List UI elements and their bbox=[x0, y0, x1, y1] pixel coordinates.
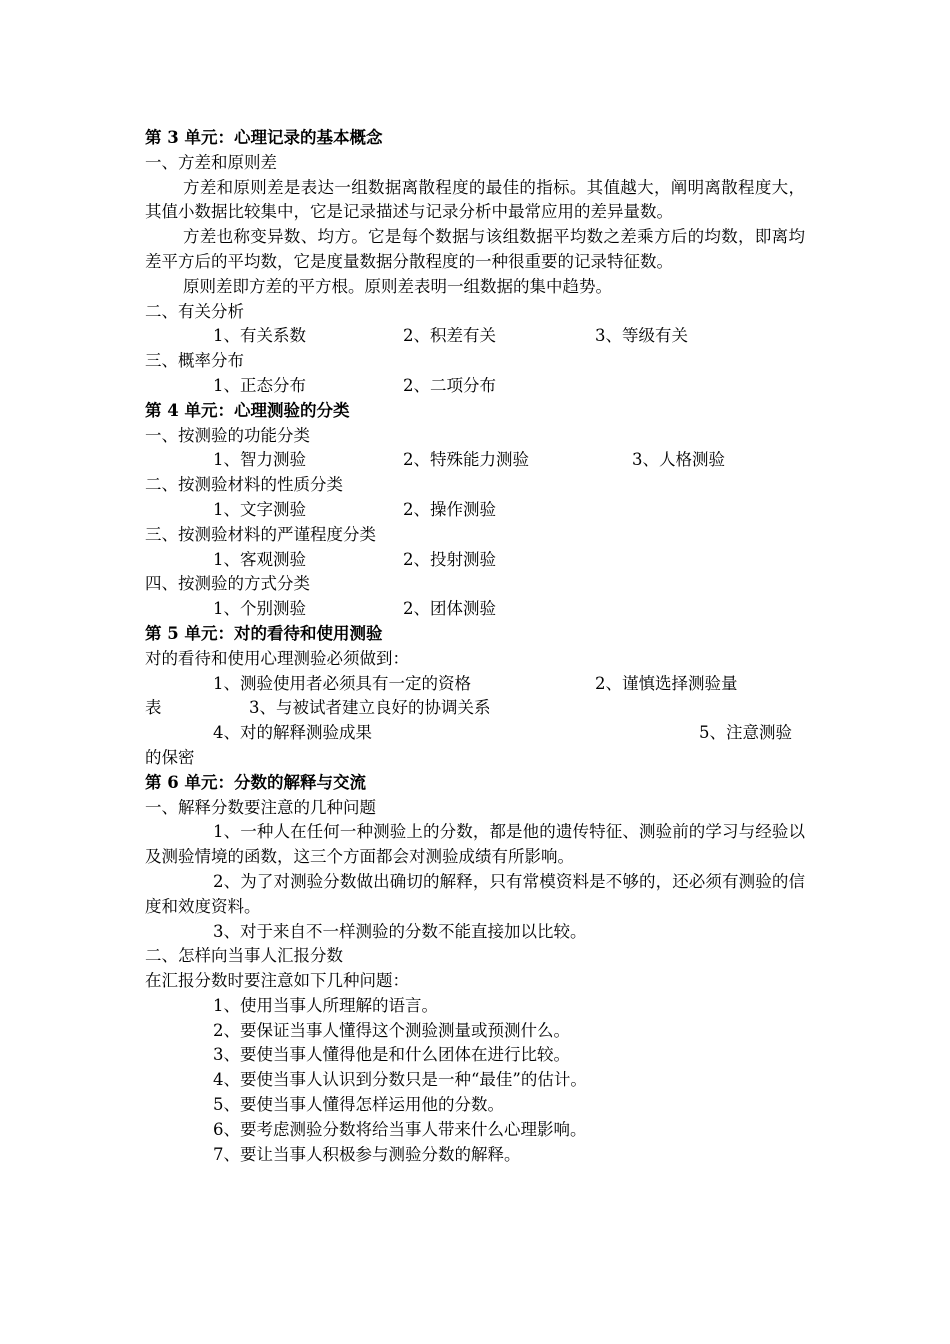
unit6-title: 第 6 单元：分数的解释与交流 bbox=[145, 772, 366, 792]
unit6-section1-heading: 一、解释分数要注意的几种问题 bbox=[145, 797, 376, 817]
unit6-section2-intro: 在汇报分数时要注意如下几种问题： bbox=[145, 971, 409, 991]
list-item: 3、要使当事人懂得他是和什么团体在进行比较。 bbox=[213, 1045, 570, 1065]
unit6-list-item bbox=[145, 1043, 805, 1068]
list-item: 1、个别测验 bbox=[213, 599, 306, 619]
unit6-paragraph3: 3、对于来自不一样测验的分数不能直接加以比较。 bbox=[213, 921, 587, 941]
unit4-section1-heading: 一、按测验的功能分类 bbox=[145, 425, 310, 445]
list-item: 1、文字测验 bbox=[213, 499, 306, 519]
list-item-continuation: 表 bbox=[145, 698, 162, 718]
list-item: 5、注意测验 bbox=[699, 723, 792, 743]
unit4-section2-heading: 二、按测验材料的性质分类 bbox=[145, 475, 343, 495]
unit5-intro: 对的看待和使用心理测验必须做到： bbox=[145, 648, 409, 668]
unit3-title: 第 3 单元：心理记录的基本概念 bbox=[145, 128, 383, 147]
list-item: 3、与被试者建立良好的协调关系 bbox=[249, 698, 491, 718]
list-item: 2、特殊能力测验 bbox=[403, 450, 529, 470]
document-body bbox=[145, 126, 805, 1167]
unit3-section2-items bbox=[145, 324, 805, 349]
unit6-list-item bbox=[145, 1093, 805, 1118]
list-item: 3、等级有关 bbox=[595, 326, 688, 346]
unit3-paragraph2: 方差也称变异数、均方。它是每个数据与该组数据平均数之差乘方后的均数，即离均差平方后的平均数，它是度量数据分散程度的一种很重要的记录特征数。 bbox=[145, 227, 805, 271]
list-item: 2、团体测验 bbox=[403, 599, 496, 619]
unit4-title: 第 4 单元：心理测验的分类 bbox=[145, 400, 350, 420]
unit3-section1-heading: 一、方差和原则差 bbox=[145, 152, 277, 172]
unit6-paragraph1: 1、一种人在任何一种测验上的分数，都是他的遗传特征、测验前的学习与经验以及测验情境的函数，这三个方面都会对测验成绩有所影响。 bbox=[145, 822, 805, 867]
list-item: 2、操作测验 bbox=[403, 499, 496, 519]
unit6-paragraph2: 2、为了对测验分数做出确切的解释，只有常模资料是不够的，还必须有测验的信度和效度资料。 bbox=[145, 871, 805, 916]
list-item: 5、要使当事人懂得怎样运用他的分数。 bbox=[213, 1095, 504, 1115]
list-item: 4、对的解释测验成果 bbox=[213, 723, 372, 743]
list-item: 2、二项分布 bbox=[403, 375, 496, 395]
list-item: 7、要让当事人积极参与测验分数的解释。 bbox=[213, 1144, 521, 1164]
list-item: 6、要考虑测验分数将给当事人带来什么心理影响。 bbox=[213, 1119, 587, 1139]
unit6-list-item bbox=[145, 1143, 805, 1168]
unit5-items-line3 bbox=[145, 721, 805, 746]
unit6-list-item bbox=[145, 1019, 805, 1044]
unit5-items-line4: 的保密 bbox=[145, 747, 195, 767]
unit3-section3-items bbox=[145, 374, 805, 399]
list-item: 1、有关系数 bbox=[213, 326, 306, 346]
unit4-section4-items bbox=[145, 597, 805, 622]
unit3-paragraph3: 原则差即方差的平方根。原则差表明一组数据的集中趋势。 bbox=[183, 276, 612, 296]
unit3-section3-heading: 三、概率分布 bbox=[145, 351, 244, 371]
unit6-section2-heading: 二、怎样向当事人汇报分数 bbox=[145, 946, 343, 966]
unit4-section3-heading: 三、按测验材料的严谨程度分类 bbox=[145, 524, 376, 544]
unit3-section2-heading: 二、有关分析 bbox=[145, 301, 244, 321]
unit6-list-item bbox=[145, 1068, 805, 1093]
list-item: 3、人格测验 bbox=[632, 450, 725, 470]
unit5-items-line1 bbox=[145, 672, 805, 697]
list-item: 2、要保证当事人懂得这个测验测量或预测什么。 bbox=[213, 1020, 570, 1040]
unit5-items-line2 bbox=[145, 696, 805, 721]
list-item: 1、智力测验 bbox=[213, 450, 306, 470]
list-item: 1、正态分布 bbox=[213, 375, 306, 395]
list-item: 2、投射测验 bbox=[403, 549, 496, 569]
list-item: 2、积差有关 bbox=[403, 326, 496, 346]
unit6-list-item bbox=[145, 1118, 805, 1143]
unit5-title: 第 5 单元：对的看待和使用测验 bbox=[145, 623, 383, 643]
unit3-paragraph1: 方差和原则差是表达一组数据离散程度的最佳的指标。其值越大，阐明离散程度大，其值小数据比较集中，它是记录描述与记录分析中最常应用的差异量数。 bbox=[145, 177, 805, 222]
unit4-section4-heading: 四、按测验的方式分类 bbox=[145, 574, 310, 594]
list-item: 2、谨慎选择测验量 bbox=[595, 673, 738, 693]
unit6-list-item bbox=[145, 994, 805, 1019]
list-item: 4、要使当事人认识到分数只是一种“最佳”的估计。 bbox=[213, 1070, 587, 1090]
list-item: 1、测验使用者必须具有一定的资格 bbox=[213, 673, 471, 693]
list-item: 1、使用当事人所理解的语言。 bbox=[213, 995, 438, 1015]
unit4-section3-items bbox=[145, 548, 805, 573]
list-item: 1、客观测验 bbox=[213, 549, 306, 569]
unit4-section1-items bbox=[145, 448, 805, 473]
unit4-section2-items bbox=[145, 498, 805, 523]
